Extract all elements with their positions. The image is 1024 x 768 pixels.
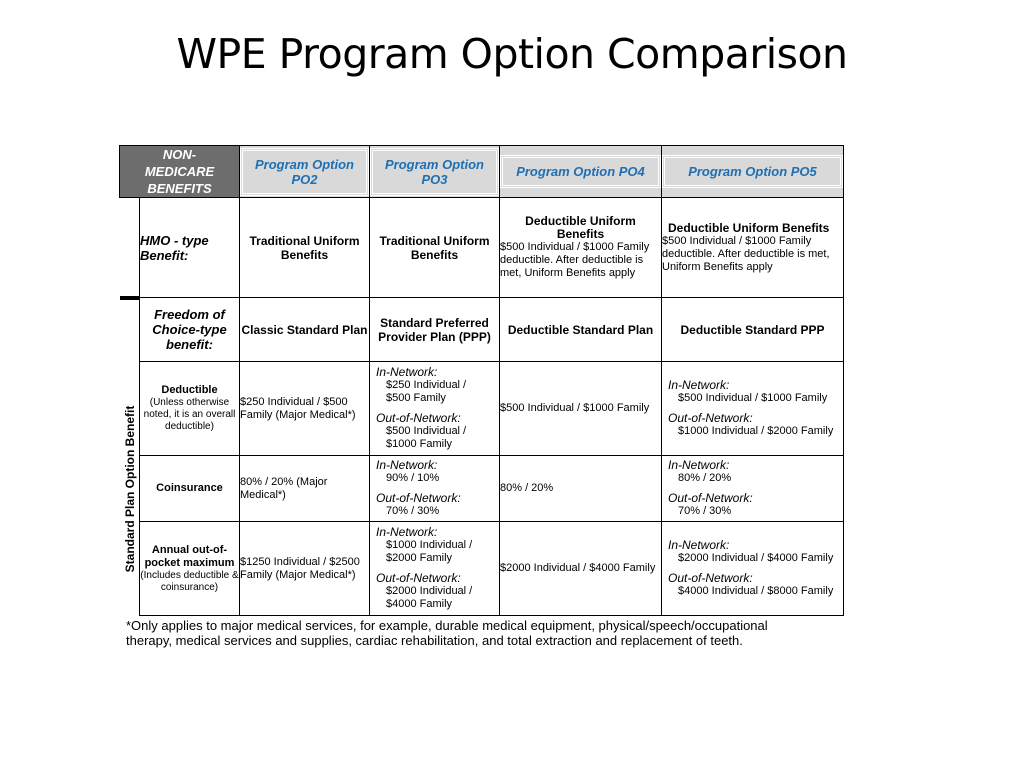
out-network-label: Out-of-Network: — [376, 571, 461, 585]
non-medicare-header — [120, 146, 240, 198]
out-network-value: $2000 Individual / $4000 Family — [386, 585, 473, 610]
header-line: NON- — [120, 146, 239, 163]
coinsurance-label — [140, 456, 240, 522]
out-network-value: $4000 Individual / $8000 Family — [678, 585, 834, 597]
oop-label-note: (Includes deductible & coinsurance) — [140, 569, 239, 593]
oop-row — [120, 522, 844, 616]
oop-po5 — [662, 522, 844, 616]
out-network-label: Out-of-Network: — [376, 411, 461, 425]
header-po4 — [500, 146, 662, 198]
hmo-po5-title: Deductible Uniform Benefits — [668, 220, 830, 235]
header-po3-label: Program Option PO3 — [370, 148, 499, 196]
header-po5 — [662, 146, 844, 198]
out-network-label: Out-of-Network: — [668, 411, 753, 425]
hmo-po5 — [662, 198, 844, 298]
side-spacer — [120, 298, 140, 362]
in-network-label: In-Network: — [376, 525, 438, 539]
oop-po2: $1250 Individual / $2500 Family (Major Medical*) — [240, 522, 370, 616]
hmo-po3: Traditional Uniform Benefits — [370, 198, 500, 298]
oop-label — [140, 522, 240, 616]
header-row — [120, 146, 844, 198]
in-network-label: In-Network: — [376, 458, 438, 472]
coinsurance-label-text: Coinsurance — [156, 482, 223, 494]
header-po4-label: Program Option PO4 — [500, 155, 661, 188]
foc-po5: Deductible Standard PPP — [662, 298, 844, 362]
header-line: MEDICARE — [120, 163, 239, 180]
side-spacer — [120, 198, 140, 298]
foc-po4: Deductible Standard Plan — [500, 298, 662, 362]
header-po2-label: Program Option PO2 — [240, 148, 369, 196]
coinsurance-po2: 80% / 20% (Major Medical*) — [240, 456, 370, 522]
hmo-po4-text: $500 Individual / $1000 Family deductible. After deductible is met, Uniform Benefits apply — [500, 241, 650, 279]
deductible-po5 — [662, 362, 844, 456]
hmo-po4 — [500, 198, 662, 298]
deductible-label-note: (Unless otherwise noted, it is an overall deductible) — [143, 397, 236, 432]
footnote: *Only applies to major medical services, for example, durable medical equipment, physical/speech/occupational therapy, medical services and supplies, cardiac rehabilitation, and total extraction and replacement of teeth. — [126, 618, 768, 648]
side-label-cell — [120, 362, 140, 616]
out-network-value: 70% / 30% — [678, 505, 732, 517]
out-network-label: Out-of-Network: — [668, 491, 753, 505]
coinsurance-po3 — [370, 456, 500, 522]
in-network-label: In-Network: — [668, 378, 730, 392]
oop-label-bold: Annual out-of-pocket maximum — [144, 543, 235, 569]
hmo-row — [120, 198, 844, 298]
in-network-label: In-Network: — [668, 538, 730, 552]
foc-row — [120, 298, 844, 362]
hmo-po2: Traditional Uniform Benefits — [240, 198, 370, 298]
in-network-label: In-Network: — [376, 365, 438, 379]
hmo-po5-text: $500 Individual / $1000 Family deductible. After deductible is met, Uniform Benefits apply — [662, 234, 830, 273]
in-network-value: 80% / 20% — [678, 472, 732, 484]
in-network-value: $2000 Individual / $4000 Family — [678, 552, 834, 564]
deductible-po4: $500 Individual / $1000 Family — [500, 362, 662, 456]
deductible-row — [120, 362, 844, 456]
side-label: Standard Plan Option Benefit — [122, 405, 137, 572]
foc-po3: Standard Preferred Provider Plan (PPP) — [370, 298, 500, 362]
coinsurance-po4: 80% / 20% — [500, 456, 662, 522]
header-po2 — [240, 146, 370, 198]
in-network-value: $250 Individual / $500 Family — [386, 379, 467, 404]
header-line: BENEFITS — [120, 180, 239, 197]
foc-po2: Classic Standard Plan — [240, 298, 370, 362]
in-network-value: $500 Individual / $1000 Family — [678, 392, 828, 404]
comparison-table — [119, 145, 844, 616]
slide-title: WPE Program Option Comparison — [176, 30, 848, 78]
coinsurance-row — [120, 456, 844, 522]
hmo-po4-title: Deductible Uniform Benefits — [525, 214, 636, 241]
out-network-label: Out-of-Network: — [668, 571, 753, 585]
out-network-value: $500 Individual / $1000 Family — [386, 425, 467, 450]
in-network-value: 90% / 10% — [386, 472, 440, 484]
out-network-label: Out-of-Network: — [376, 491, 461, 505]
coinsurance-po5 — [662, 456, 844, 522]
deductible-po2: $250 Individual / $500 Family (Major Medical*) — [240, 362, 370, 456]
out-network-value: 70% / 30% — [386, 505, 440, 517]
deductible-label — [140, 362, 240, 456]
hmo-label: HMO - type Benefit: — [140, 198, 240, 298]
foc-label: Freedom of Choice-type benefit: — [140, 298, 240, 362]
header-po3 — [370, 146, 500, 198]
out-network-value: $1000 Individual / $2000 Family — [678, 425, 834, 437]
oop-po4: $2000 Individual / $4000 Family — [500, 522, 662, 616]
oop-po3 — [370, 522, 500, 616]
header-po5-label: Program Option PO5 — [662, 155, 843, 188]
deductible-po3 — [370, 362, 500, 456]
in-network-label: In-Network: — [668, 458, 730, 472]
deductible-label-bold: Deductible — [161, 384, 218, 396]
in-network-value: $1000 Individual / $2000 Family — [386, 539, 473, 564]
